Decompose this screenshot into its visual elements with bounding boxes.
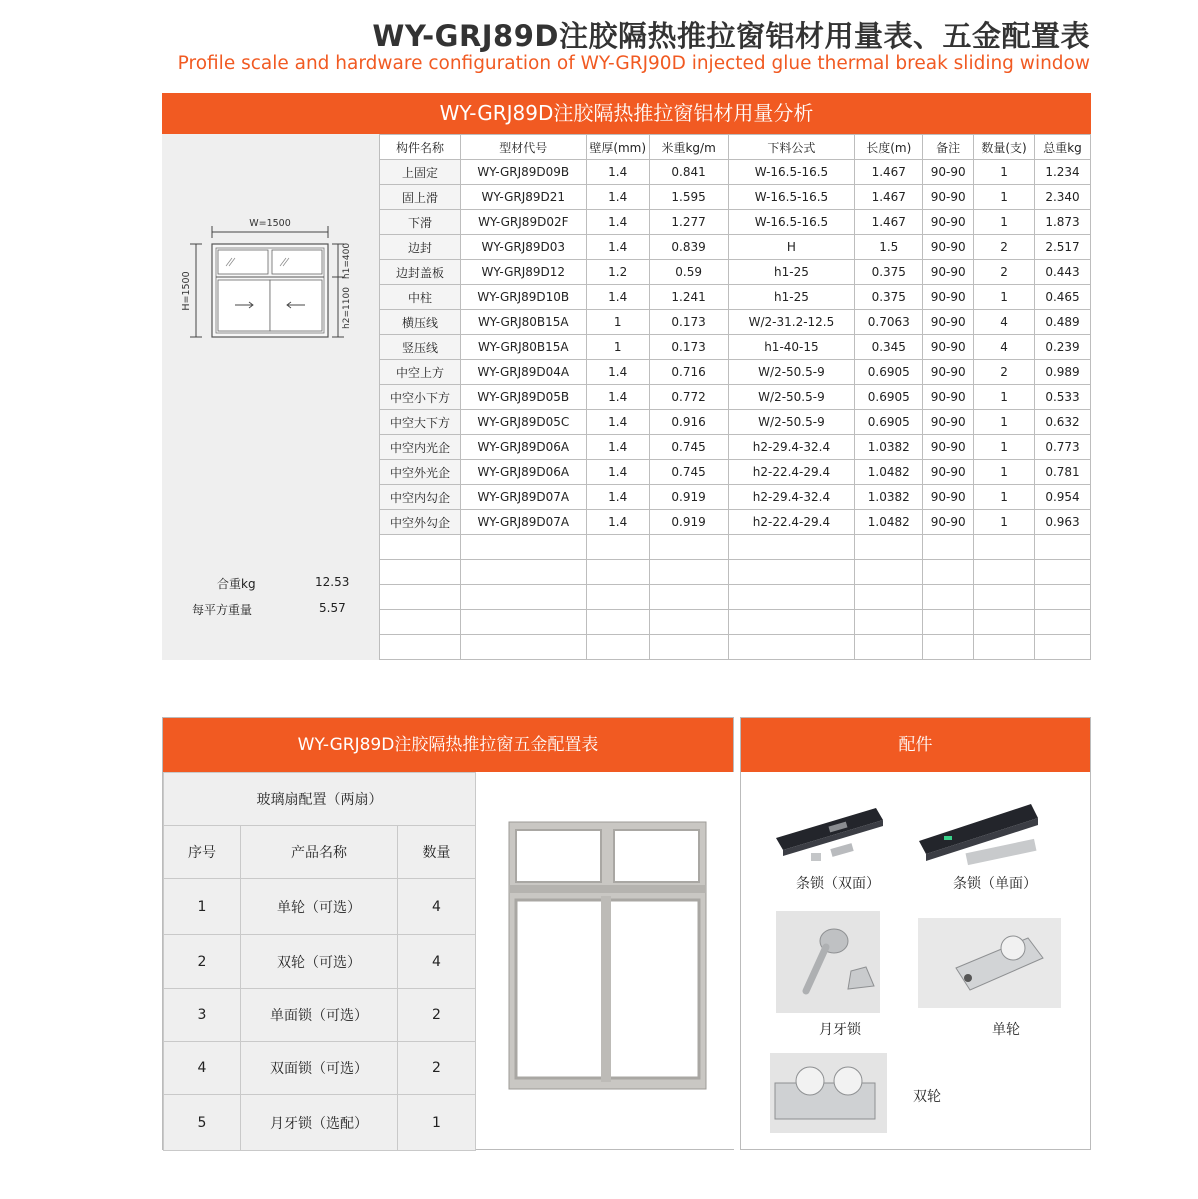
table-cell: 2: [398, 989, 476, 1042]
table-cell: WY-GRJ89D02F: [460, 210, 586, 235]
window-image: [476, 772, 735, 1149]
table-cell: 1: [974, 210, 1035, 235]
table-cell: [649, 585, 728, 610]
table-cell: W/2-50.5-9: [728, 410, 855, 435]
table-cell: 1.0482: [855, 510, 923, 535]
window-photo: [475, 772, 735, 1149]
h1-label: h1=400: [342, 242, 352, 280]
table-cell: 1.0382: [855, 435, 923, 460]
table-cell: [923, 610, 974, 635]
table-cell: 1: [164, 879, 241, 935]
table-cell: 1: [974, 385, 1035, 410]
table-cell: 0.6905: [855, 410, 923, 435]
hardware-section-title: WY-GRJ89D注胶隔热推拉窗五金配置表: [163, 718, 733, 772]
table-cell: [974, 585, 1035, 610]
crescent-lock-icon: [776, 911, 880, 1013]
table-cell: 1.5: [855, 235, 923, 260]
table-cell: [380, 585, 461, 610]
table-cell: 横压线: [380, 310, 461, 335]
table-cell: [728, 635, 855, 660]
table-cell: 1: [974, 435, 1035, 460]
table-cell: W-16.5-16.5: [728, 160, 855, 185]
table-cell: 90-90: [923, 410, 974, 435]
table-cell: 0.841: [649, 160, 728, 185]
table-cell: [855, 585, 923, 610]
table-cell: 中空内勾企: [380, 485, 461, 510]
table-cell: h2-22.4-29.4: [728, 510, 855, 535]
page-subtitle: Profile scale and hardware configuration of WY-GRJ90D injected glue thermal break sliding window: [177, 53, 1090, 74]
table-cell: WY-GRJ89D07A: [460, 510, 586, 535]
table-cell: 1: [974, 160, 1035, 185]
col-header: 数量: [398, 826, 476, 879]
table-cell: 1.4: [586, 285, 649, 310]
table-cell: 单面锁（可选）: [241, 989, 398, 1042]
table-cell: 0.173: [649, 310, 728, 335]
table-row: [380, 210, 1091, 235]
table-cell: [855, 610, 923, 635]
table-cell: [460, 635, 586, 660]
table-cell: 1.4: [586, 385, 649, 410]
table-cell: 0.239: [1035, 335, 1091, 360]
table-cell: 2: [974, 360, 1035, 385]
table-cell: 2: [398, 1042, 476, 1095]
table-cell: h2-29.4-32.4: [728, 435, 855, 460]
height-label: H=1500: [181, 271, 192, 311]
table-cell: WY-GRJ89D12: [460, 260, 586, 285]
table-cell: WY-GRJ89D09B: [460, 160, 586, 185]
accessory-label: 条锁（双面）: [796, 876, 880, 892]
col-header: 型材代号: [460, 135, 586, 160]
table-cell: [460, 535, 586, 560]
table-cell: 90-90: [923, 335, 974, 360]
table-cell: 1.4: [586, 360, 649, 385]
table-cell: 1.467: [855, 160, 923, 185]
table-cell: 4: [398, 935, 476, 989]
table-cell: 90-90: [923, 360, 974, 385]
accessory-label: 月牙锁: [819, 1022, 861, 1038]
empty-table-row: [380, 560, 1091, 585]
table-cell: 1.277: [649, 210, 728, 235]
table-cell: 0.745: [649, 435, 728, 460]
hardware-table: [163, 772, 476, 1151]
accessories-section: [740, 717, 1091, 1150]
table-cell: WY-GRJ89D06A: [460, 435, 586, 460]
table-cell: 1.4: [586, 160, 649, 185]
col-header: 壁厚(mm): [586, 135, 649, 160]
table-cell: [974, 560, 1035, 585]
table-cell: [380, 610, 461, 635]
table-cell: [586, 535, 649, 560]
empty-table-row: [380, 635, 1091, 660]
table-cell: 1: [974, 285, 1035, 310]
table-cell: h1-25: [728, 285, 855, 310]
table-cell: 1: [974, 460, 1035, 485]
profile-table: [379, 134, 1091, 660]
accessories-section-title: 配件: [741, 718, 1090, 772]
table-row: [380, 460, 1091, 485]
table-cell: 0.919: [649, 510, 728, 535]
table-cell: WY-GRJ89D05C: [460, 410, 586, 435]
table-row: [380, 285, 1091, 310]
total-weight-label: 合重kg: [217, 577, 256, 591]
table-cell: 90-90: [923, 235, 974, 260]
table-cell: 3: [164, 989, 241, 1042]
table-cell: 0.7063: [855, 310, 923, 335]
table-cell: 4: [974, 310, 1035, 335]
table-cell: 0.632: [1035, 410, 1091, 435]
table-cell: 1.2: [586, 260, 649, 285]
table-row: [380, 160, 1091, 185]
table-cell: 0.443: [1035, 260, 1091, 285]
table-cell: 1.595: [649, 185, 728, 210]
table-cell: 0.916: [649, 410, 728, 435]
table-cell: 1: [974, 510, 1035, 535]
table-cell: [923, 585, 974, 610]
col-header: 长度(m): [855, 135, 923, 160]
table-cell: 中空上方: [380, 360, 461, 385]
table-cell: [586, 560, 649, 585]
table-cell: WY-GRJ89D04A: [460, 360, 586, 385]
table-cell: [586, 635, 649, 660]
table-cell: 1.4: [586, 510, 649, 535]
table-row: [380, 335, 1091, 360]
hardware-section: [162, 717, 734, 1150]
table-row: [380, 260, 1091, 285]
table-row: [380, 410, 1091, 435]
table-cell: 90-90: [923, 210, 974, 235]
col-header: 构件名称: [380, 135, 461, 160]
col-header: 米重kg/m: [649, 135, 728, 160]
table-cell: 0.6905: [855, 385, 923, 410]
table-row: [380, 310, 1091, 335]
table-cell: 1: [974, 185, 1035, 210]
table-cell: 中空内光企: [380, 435, 461, 460]
table-cell: 90-90: [923, 310, 974, 335]
table-row: [164, 989, 476, 1042]
table-cell: [380, 560, 461, 585]
profile-section-title: WY-GRJ89D注胶隔热推拉窗铝材用量分析: [162, 93, 1091, 134]
table-cell: h2-29.4-32.4: [728, 485, 855, 510]
table-cell: 1.234: [1035, 160, 1091, 185]
table-cell: 中空外勾企: [380, 510, 461, 535]
accessory-label: 条锁（单面）: [953, 876, 1037, 892]
table-cell: [460, 585, 586, 610]
table-cell: 中空小下方: [380, 385, 461, 410]
table-cell: 1.4: [586, 460, 649, 485]
table-cell: 90-90: [923, 460, 974, 485]
table-cell: 1.4: [586, 235, 649, 260]
table-cell: 1: [586, 335, 649, 360]
table-cell: W-16.5-16.5: [728, 210, 855, 235]
table-cell: 2.340: [1035, 185, 1091, 210]
table-cell: 单轮（可选）: [241, 879, 398, 935]
table-cell: [923, 535, 974, 560]
table-cell: h2-22.4-29.4: [728, 460, 855, 485]
table-cell: 1.0482: [855, 460, 923, 485]
table-row: [380, 385, 1091, 410]
table-cell: [1035, 635, 1091, 660]
table-cell: h1-25: [728, 260, 855, 285]
table-cell: WY-GRJ89D07A: [460, 485, 586, 510]
table-cell: 1.4: [586, 485, 649, 510]
table-cell: [728, 560, 855, 585]
table-cell: 1: [398, 1095, 476, 1151]
table-cell: 0.963: [1035, 510, 1091, 535]
table-cell: 1: [974, 410, 1035, 435]
table-cell: 0.489: [1035, 310, 1091, 335]
table-row: [164, 935, 476, 989]
profile-section: [162, 93, 1091, 661]
table-cell: [380, 535, 461, 560]
double-wheel-icon: [770, 1053, 887, 1133]
total-weight-value: 12.53: [315, 575, 350, 589]
table-cell: 中空大下方: [380, 410, 461, 435]
table-cell: 90-90: [923, 285, 974, 310]
table-cell: 1: [974, 485, 1035, 510]
table-cell: 边封盖板: [380, 260, 461, 285]
col-header: 下料公式: [728, 135, 855, 160]
table-cell: 中柱: [380, 285, 461, 310]
table-row: [164, 1042, 476, 1095]
table-cell: [728, 585, 855, 610]
table-cell: 固上滑: [380, 185, 461, 210]
table-cell: [855, 535, 923, 560]
table-cell: 竖压线: [380, 335, 461, 360]
table-cell: 下滑: [380, 210, 461, 235]
table-cell: 1.4: [586, 435, 649, 460]
table-cell: 0.533: [1035, 385, 1091, 410]
table-row: [380, 485, 1091, 510]
table-cell: 2: [164, 935, 241, 989]
table-cell: 0.745: [649, 460, 728, 485]
table-cell: [855, 560, 923, 585]
table-cell: [649, 535, 728, 560]
hardware-subheader: 玻璃扇配置（两扇）: [164, 773, 476, 826]
table-cell: 1.4: [586, 185, 649, 210]
table-cell: [460, 560, 586, 585]
page-title: WY-GRJ89D注胶隔热推拉窗铝材用量表、五金配置表: [372, 19, 1090, 53]
table-cell: [974, 535, 1035, 560]
table-cell: 5: [164, 1095, 241, 1151]
table-cell: 0.6905: [855, 360, 923, 385]
table-cell: 90-90: [923, 260, 974, 285]
col-header: 总重kg: [1035, 135, 1091, 160]
table-cell: 2: [974, 260, 1035, 285]
empty-table-row: [380, 585, 1091, 610]
table-cell: 月牙锁（选配）: [241, 1095, 398, 1151]
table-row: [164, 1095, 476, 1151]
table-cell: 1.0382: [855, 485, 923, 510]
table-cell: [649, 560, 728, 585]
per-sqm-row: [162, 601, 379, 621]
table-cell: 1.241: [649, 285, 728, 310]
table-cell: [649, 635, 728, 660]
table-cell: WY-GRJ89D10B: [460, 285, 586, 310]
per-sqm-value: 5.57: [319, 601, 346, 615]
table-cell: 1.467: [855, 210, 923, 235]
table-cell: 90-90: [923, 485, 974, 510]
table-cell: 0.919: [649, 485, 728, 510]
profile-table-header: [380, 135, 1091, 160]
table-cell: 0.839: [649, 235, 728, 260]
table-cell: 4: [164, 1042, 241, 1095]
table-row: [380, 510, 1091, 535]
table-cell: W/2-31.2-12.5: [728, 310, 855, 335]
table-cell: 90-90: [923, 185, 974, 210]
accessory-label: 单轮: [992, 1022, 1020, 1038]
table-cell: 90-90: [923, 385, 974, 410]
table-cell: 0.772: [649, 385, 728, 410]
table-row: [380, 360, 1091, 385]
empty-table-row: [380, 610, 1091, 635]
table-cell: 90-90: [923, 435, 974, 460]
table-cell: 0.375: [855, 285, 923, 310]
strike-lock-single-icon: [916, 796, 1046, 868]
drawing-panel: [162, 134, 379, 660]
table-cell: [923, 560, 974, 585]
table-cell: [923, 635, 974, 660]
table-cell: WY-GRJ89D03: [460, 235, 586, 260]
table-cell: WY-GRJ89D06A: [460, 460, 586, 485]
window-drawing: [162, 174, 379, 404]
col-header: 备注: [923, 135, 974, 160]
table-cell: 1: [586, 310, 649, 335]
table-cell: WY-GRJ89D21: [460, 185, 586, 210]
table-cell: W-16.5-16.5: [728, 185, 855, 210]
table-cell: 0.59: [649, 260, 728, 285]
table-cell: [1035, 560, 1091, 585]
table-cell: [1035, 535, 1091, 560]
table-cell: 2.517: [1035, 235, 1091, 260]
col-header: 产品名称: [241, 826, 398, 879]
table-row: [380, 235, 1091, 260]
table-cell: 双面锁（可选）: [241, 1042, 398, 1095]
table-cell: 边封: [380, 235, 461, 260]
table-row: [380, 185, 1091, 210]
table-cell: 4: [974, 335, 1035, 360]
table-row: [380, 435, 1091, 460]
table-cell: W/2-50.5-9: [728, 385, 855, 410]
strike-lock-double-icon: [771, 798, 891, 868]
table-cell: WY-GRJ89D05B: [460, 385, 586, 410]
table-cell: 0.375: [855, 260, 923, 285]
table-cell: h1-40-15: [728, 335, 855, 360]
table-cell: 1.4: [586, 210, 649, 235]
total-weight-row: [162, 575, 379, 595]
table-cell: 中空外光企: [380, 460, 461, 485]
table-cell: 0.173: [649, 335, 728, 360]
table-cell: 双轮（可选）: [241, 935, 398, 989]
table-cell: 1.4: [586, 410, 649, 435]
table-cell: [1035, 585, 1091, 610]
table-cell: 1.873: [1035, 210, 1091, 235]
table-cell: [728, 535, 855, 560]
table-cell: [974, 635, 1035, 660]
single-wheel-icon: [918, 918, 1061, 1008]
table-cell: [460, 610, 586, 635]
table-cell: W/2-50.5-9: [728, 360, 855, 385]
table-cell: 0.345: [855, 335, 923, 360]
col-header: 序号: [164, 826, 241, 879]
table-cell: 4: [398, 879, 476, 935]
table-cell: 0.465: [1035, 285, 1091, 310]
width-label: W=1500: [249, 218, 291, 229]
table-cell: 0.716: [649, 360, 728, 385]
per-sqm-label: 每平方重量: [192, 603, 253, 617]
h2-label: h2=1100: [342, 287, 352, 329]
table-cell: [974, 610, 1035, 635]
col-header: 数量(支): [974, 135, 1035, 160]
empty-table-row: [380, 535, 1091, 560]
table-cell: [728, 610, 855, 635]
table-cell: [380, 635, 461, 660]
table-cell: 90-90: [923, 510, 974, 535]
table-cell: [586, 610, 649, 635]
table-cell: 1.467: [855, 185, 923, 210]
table-cell: H: [728, 235, 855, 260]
table-cell: 0.954: [1035, 485, 1091, 510]
table-cell: 2: [974, 235, 1035, 260]
table-row: [164, 879, 476, 935]
table-cell: 0.773: [1035, 435, 1091, 460]
table-cell: 90-90: [923, 160, 974, 185]
table-cell: [586, 585, 649, 610]
table-cell: [649, 610, 728, 635]
table-cell: 0.781: [1035, 460, 1091, 485]
table-cell: [855, 635, 923, 660]
table-cell: 0.989: [1035, 360, 1091, 385]
table-cell: [1035, 610, 1091, 635]
table-cell: 上固定: [380, 160, 461, 185]
table-cell: WY-GRJ80B15A: [460, 335, 586, 360]
table-cell: WY-GRJ80B15A: [460, 310, 586, 335]
accessory-label: 双轮: [913, 1089, 941, 1105]
